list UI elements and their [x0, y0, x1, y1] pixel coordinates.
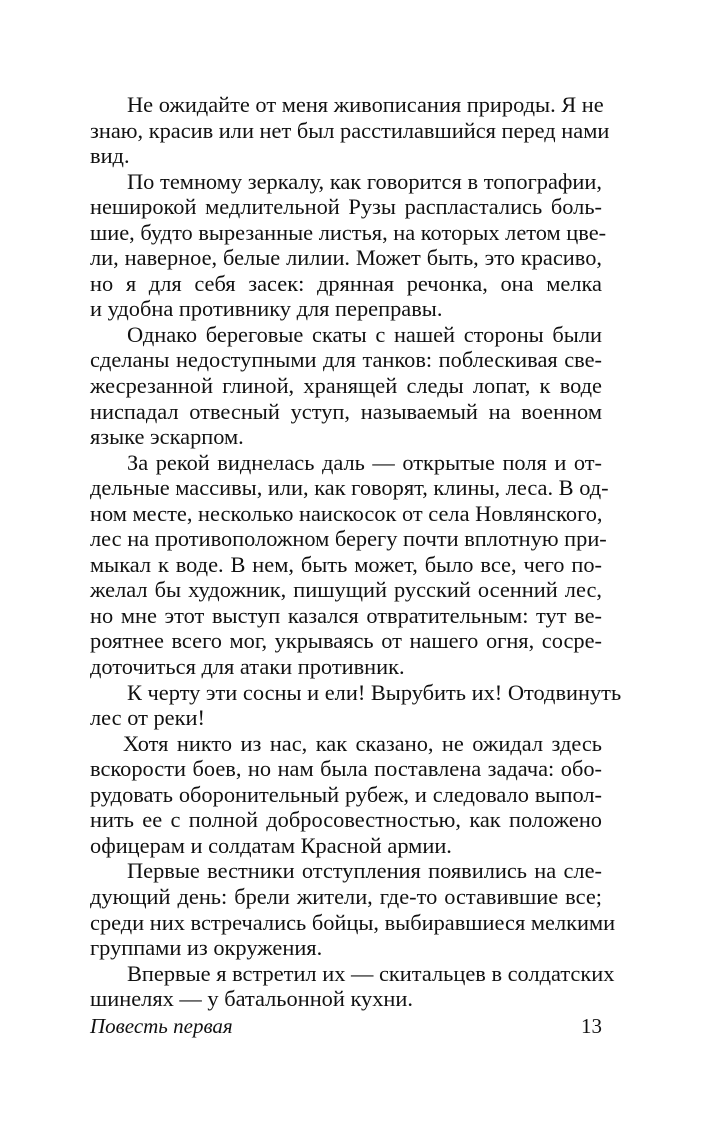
page-number: 13 [581, 1014, 602, 1038]
text-line: и удобна противнику для переправы. [90, 296, 443, 322]
text-line: ли, наверное, белые лилии. Может быть, это красиво, [90, 245, 602, 271]
text-line: желал бы художник, пишущий русский осенний лес, [90, 577, 602, 603]
paragraph [90, 449, 609, 680]
text-line: мыкал к воде. В нем, быть может, было все, чего по- [90, 551, 602, 577]
text-line: рудовать оборонительный рубеж, и следовало выпол- [90, 781, 602, 807]
text-line: ниспадал отвесный уступ, называемый на военном [90, 398, 602, 424]
paragraph [90, 731, 602, 859]
text-line: шие, будто вырезанные листья, на которых летом цве- [90, 219, 607, 245]
text-line: Однако береговые скаты с нашей стороны были [127, 321, 602, 347]
paragraph [90, 92, 610, 169]
paragraph [90, 168, 607, 322]
text-line: знаю, красив или нет был расстилавшийся перед нами [90, 117, 610, 143]
text-line: За рекой виднелась даль — открытые поля и от- [127, 449, 602, 475]
text-line: но я для себя засек: дрянная речонка, она мелка [90, 270, 602, 296]
text-line: офицерам и солдатам Красной армии. [90, 832, 452, 858]
page-footer [90, 1014, 602, 1042]
text-line: Первые вестники отступления появились на сле- [127, 858, 602, 884]
running-title: Повесть первая [90, 1014, 233, 1038]
text-line: лес на противоположном берегу почти вплотную при- [90, 526, 607, 552]
text-line: роятнее всего мог, укрываясь от нашего огня, сосре- [90, 628, 602, 654]
paragraph [90, 322, 602, 450]
text-line: но мне этот выступ казался отвратительным: тут ве- [90, 602, 602, 628]
text-line: шинелях — у батальонной кухни. [90, 986, 413, 1012]
text-line: дующий день: брели жители, где-то оставившие все; [90, 883, 602, 909]
text-line: нить ее с полной добросовестностью, как положено [90, 807, 602, 833]
text-line: Хотя никто из нас, как сказано, не ожидал здесь [123, 730, 602, 756]
text-line: ном месте, несколько наискосок от села Новлянского, [90, 500, 603, 526]
paragraph [90, 679, 622, 731]
text-line: лес от реки! [90, 705, 205, 731]
text-line: жесрезанной глиной, хранящей следы лопат, к воде [90, 373, 602, 399]
text-line: По темному зеркалу, как говорится в топографии, [127, 168, 602, 194]
text-line: группами из окружения. [90, 935, 323, 961]
text-line: языке эскарпом. [90, 424, 244, 450]
text-line: дельные массивы, или, как говорят, клины, леса. В од- [90, 475, 609, 501]
text-line: Впервые я встретил их — скитальцев в солдатских [127, 960, 615, 986]
text-line: вид. [90, 143, 130, 169]
text-line: неширокой медлительной Рузы распластались боль- [90, 194, 602, 220]
text-line: доточиться для атаки противник. [90, 654, 405, 680]
text-line: вскорости боев, но нам была поставлена задача: обо- [90, 756, 602, 782]
text-line: Не ожидайте от меня живописания природы. Я не [127, 92, 604, 117]
paragraph [90, 858, 616, 961]
text-line: К черту эти сосны и ели! Вырубить их! Отодвинуть [127, 679, 622, 705]
text-line: среди них встречались бойцы, выбиравшиеся мелкими [90, 909, 616, 935]
body-text [90, 92, 622, 1012]
text-line: сделаны недоступными для танков: поблескивая све- [90, 347, 602, 373]
paragraph [90, 960, 615, 1012]
